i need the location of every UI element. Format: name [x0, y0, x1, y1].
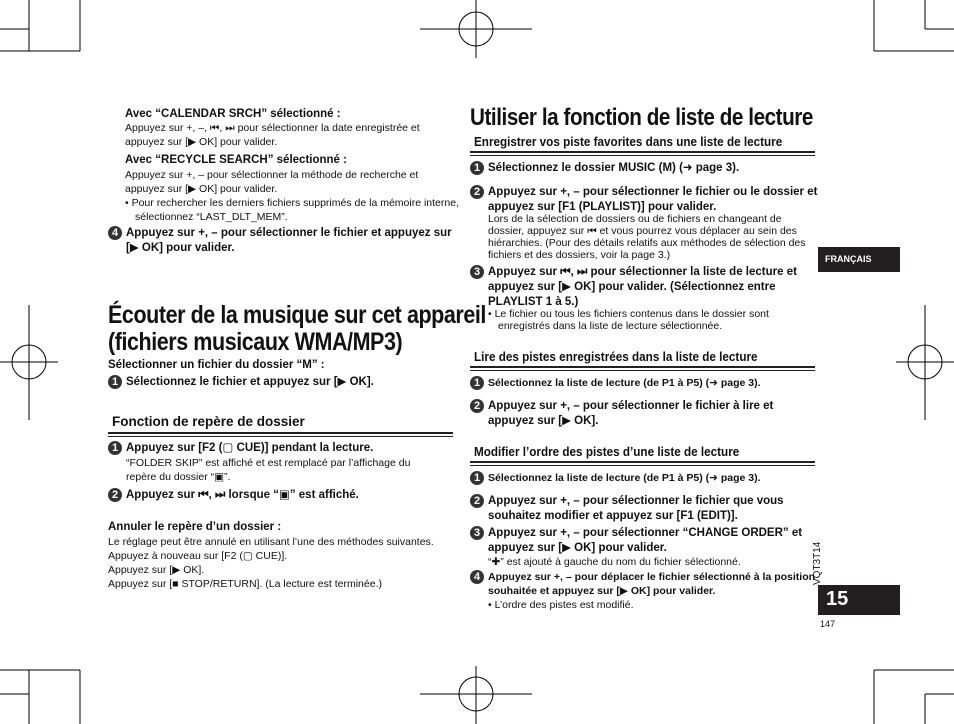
select-step-1: [108, 375, 456, 390]
step-text: Appuyez sur +, – pour déplacer le fichier sélectionné à la position souhaitée et appuyez sur [▶ OK] pour valider.: [488, 571, 816, 597]
step-number: 2: [470, 494, 484, 508]
section-rule: [470, 151, 815, 153]
step-text: Appuyez sur +, – pour sélectionner le fichier que vous souhaitez modifier et appuyez sur [F1 (EDIT)].: [488, 495, 784, 522]
section-rule: [470, 366, 815, 368]
cancel-line-3: Appuyez sur [▶ OK].: [108, 564, 205, 576]
step-text: Appuyez sur +, – pour sélectionner le fichier à lire et appuyez sur [▶ OK].: [488, 400, 774, 427]
step-text: Sélectionnez la liste de lecture (de P1 à P5) (➜ page 3).: [488, 472, 761, 484]
step-text: Appuyez sur +, – pour sélectionner le fichier et appuyez sur [▶ OK] pour valider.: [126, 227, 452, 254]
cancel-line-4: Appuyez sur [■ STOP/RETURN]. (La lecture est terminée.): [108, 578, 382, 590]
doc-code: [812, 541, 834, 585]
sec2-step-2: [470, 399, 818, 429]
sec3-step-3-sub: “✚” est ajouté à gauche du nom du fichier sélectionné.: [488, 556, 741, 568]
cue-step-2: [108, 488, 461, 503]
sec1-step-3-bullet: • Le fichier ou tous les fichiers contenus dans le dossier sont enregistrés dans la liste de lecture sélectionnée.: [488, 308, 769, 332]
step-number: 1: [470, 161, 484, 175]
right-title: Utiliser la fonction de liste de lecture: [470, 104, 813, 131]
section-rule: [470, 461, 815, 463]
step-number: 1: [470, 471, 484, 485]
sec1-step-2-sub: Lors de la sélection de dossiers ou de fichiers en changeant de dossier, appuyez sur ⏮ et vous pourrez vous déplacer au sein des hiérarchies. (Pour des détails relatifs aux méthodes de sélection des fichiers et des dossiers, voir la page 3.): [488, 213, 806, 261]
main-title-line-2: (fichiers musicaux WMA/MP3): [108, 328, 403, 356]
step-number: 2: [470, 399, 484, 413]
step-number: 4: [470, 570, 484, 584]
step-number: 4: [108, 226, 122, 240]
sec3-step-3: [470, 526, 808, 556]
main-title-line-1: Écouter de la musique sur cet appareil: [108, 301, 486, 329]
recycle-search-bullet: • Pour rechercher les derniers fichiers supprimés de la mémoire interne, sélectionnez “LAST_DLT_MEM”.: [125, 197, 459, 223]
step-text: Appuyez sur +, – pour sélectionner le fichier ou le dossier et appuyez sur [F1 (PLAYLIST)] pour valider.: [488, 186, 818, 213]
step-4: [108, 226, 456, 256]
sec2-heading: Lire des pistes enregistrées dans la liste de lecture: [474, 349, 758, 364]
sec1-step-1: [470, 161, 823, 176]
step-text: Appuyez sur +, – pour sélectionner “CHANGE ORDER” et appuyez sur [▶ OK] pour valider.: [488, 527, 803, 554]
cue-step-1: [108, 441, 461, 456]
step-text: Appuyez sur ⏮, ⏭ lorsque “▣” est affiché.: [126, 489, 359, 501]
sec3-heading: Modifier l’ordre des pistes d’une liste de lecture: [474, 444, 740, 459]
calendar-search-title: Avec “CALENDAR SRCH” sélectionné :: [125, 108, 341, 120]
calendar-search-text: Appuyez sur +, –, ⏮, ⏭ pour sélectionner la date enregistrée et appuyez sur [▶ OK] pour valider.: [125, 122, 420, 148]
bullet-text: Pour rechercher les derniers fichiers supprimés de la mémoire interne, sélectionnez “LAST_DLT_MEM”.: [131, 197, 459, 223]
step-number: 3: [470, 526, 484, 540]
sec3-step-2: [470, 494, 823, 524]
sec1-heading: Enregistrer vos piste favorites dans une liste de lecture: [474, 134, 783, 149]
cue-step-1-sub: “FOLDER SKIP” est affiché et est remplacé par l’affichage du repère du dossier “▣”.: [126, 457, 411, 483]
sec3-step-4: [470, 570, 833, 598]
cancel-title: Annuler le repère d’un dossier :: [108, 521, 282, 533]
page-number-small: 147: [820, 619, 836, 629]
sec1-step-2: [470, 185, 818, 215]
doc-code-text: VQT3T14: [812, 541, 823, 585]
bullet-text: L’ordre des pistes est modifié.: [494, 599, 634, 611]
select-folder-label: Sélectionner un fichier du dossier “M” :: [108, 359, 325, 371]
step-text: Sélectionnez le fichier et appuyez sur [▶ OK].: [126, 376, 374, 388]
step-text: Sélectionnez le dossier MUSIC (M) (➜ page 3).: [488, 162, 740, 174]
cancel-line-2: Appuyez à nouveau sur [F2 (▢ CUE)].: [108, 550, 288, 562]
sec2-step-1: [470, 376, 823, 391]
section-rule: [108, 432, 453, 434]
step-number: 1: [108, 375, 122, 389]
sec3-step-1: [470, 471, 823, 486]
cue-heading: Fonction de repère de dossier: [112, 414, 305, 429]
page-number-box: [818, 585, 900, 615]
language-tab-label: FRANÇAIS: [825, 254, 872, 264]
page-number: 15: [826, 588, 849, 610]
recycle-search-text: Appuyez sur +, – pour sélectionner la méthode de recherche et appuyez sur [▶ OK] pour valider.: [125, 169, 419, 195]
recycle-search-title: Avec “RECYCLE SEARCH” sélectionné :: [125, 154, 347, 166]
step-text: Appuyez sur ⏮, ⏭ pour sélectionner la liste de lecture et appuyez sur [▶ OK] pour valider. (Sélectionnez entre PLAYLIST 1 à 5.): [488, 266, 797, 308]
step-number: 2: [108, 488, 122, 502]
step-number: 3: [470, 265, 484, 279]
sec1-step-3: [470, 265, 818, 310]
step-text: Appuyez sur [F2 (▢ CUE)] pendant la lecture.: [126, 442, 374, 454]
sec3-step-4-bullet: • L’ordre des pistes est modifié.: [488, 599, 634, 611]
cancel-line-1: Le réglage peut être annulé en utilisant l’une des méthodes suivantes.: [108, 536, 434, 548]
language-tab: [818, 247, 900, 272]
step-text: Sélectionnez la liste de lecture (de P1 à P5) (➜ page 3).: [488, 377, 761, 389]
step-number: 2: [470, 185, 484, 199]
bullet-text: Le fichier ou tous les fichiers contenus dans le dossier sont enregistrés dans la liste de lecture sélectionnée.: [494, 308, 769, 332]
step-number: 1: [470, 376, 484, 390]
step-number: 1: [108, 441, 122, 455]
